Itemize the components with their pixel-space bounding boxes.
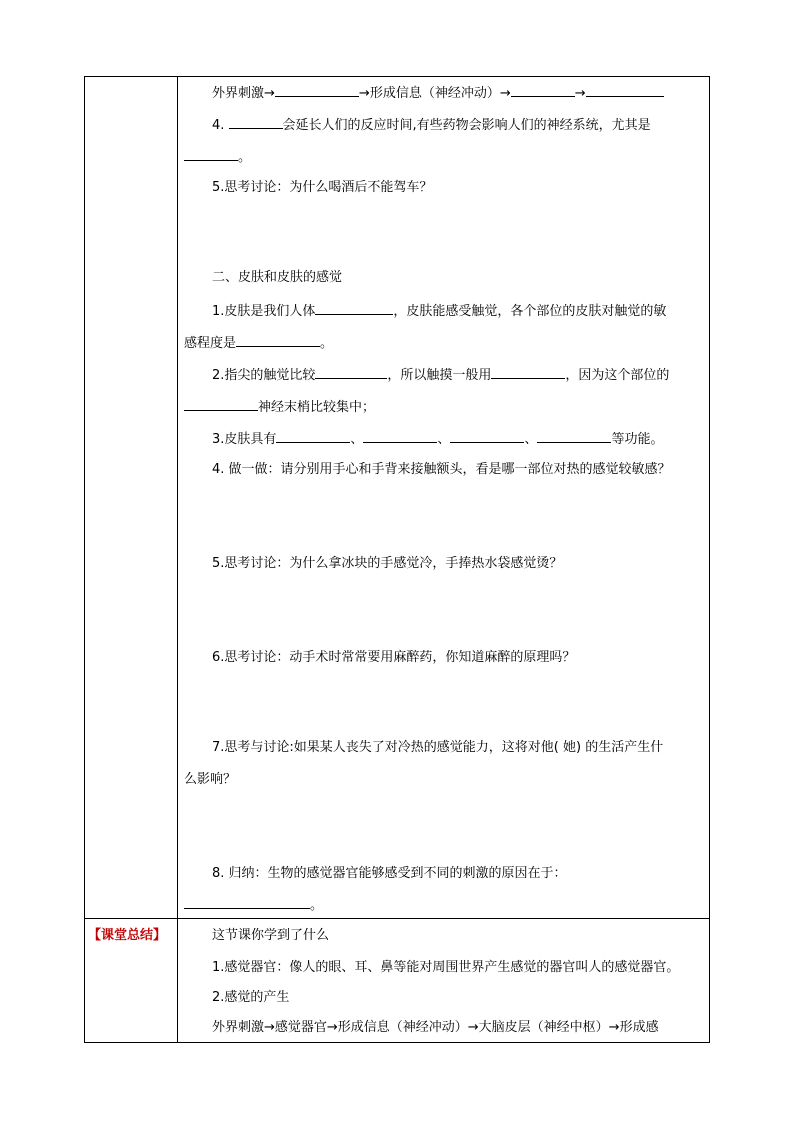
column-divider — [177, 77, 178, 1042]
blank-field[interactable] — [537, 430, 611, 443]
blank-field[interactable] — [315, 302, 393, 315]
blank-field[interactable] — [511, 84, 575, 97]
blank-field[interactable] — [236, 334, 320, 347]
blank-field[interactable] — [276, 430, 350, 443]
blank-field[interactable] — [184, 896, 310, 909]
blank-field[interactable] — [184, 398, 258, 411]
blank-field[interactable] — [315, 366, 387, 379]
skin-q1-line2: 感程度是 。 — [184, 336, 334, 351]
blank-field[interactable] — [450, 430, 524, 443]
summary-point-1: 1.感觉器官：像人的眼、耳、鼻等能对周围世界产生感觉的器官叫人的感觉器官。 — [212, 960, 680, 975]
blank-field[interactable] — [275, 84, 359, 97]
skin-q1-line1: 1.皮肤是我们人体 ，皮肤能感受触觉，各个部位的皮肤对触觉的敏 — [212, 304, 667, 319]
summary-point-2: 2.感觉的产生 — [212, 990, 290, 1005]
blank-field[interactable] — [586, 84, 664, 97]
blank-field[interactable] — [363, 430, 437, 443]
skin-q8-line2: 。 — [184, 896, 323, 914]
skin-q2-line1: 2.指尖的触觉比较 ，所以触摸一般用 ，因为这个部位的 — [212, 368, 670, 383]
skin-q4-try-it: 4. 做一做：请分别用手心和手背来接触额头，看是哪一部位对热的感觉较敏感？ — [212, 462, 671, 477]
blank-field[interactable] — [491, 366, 565, 379]
blank-field[interactable] — [229, 116, 283, 129]
question-4-line2: 。 — [184, 148, 251, 166]
skin-q3: 3.皮肤具有 、 、 、 等功能。 — [212, 432, 664, 447]
summary-point-3: 外界刺激→感觉器官→形成信息（神经冲动）→大脑皮层（神经中枢）→形成感 — [212, 1020, 659, 1035]
skin-q8-line1: 8. 归纳：生物的感觉器官能够感受到不同的刺激的原因在于： — [212, 866, 567, 881]
skin-q5-discussion: 5.思考讨论：为什么拿冰块的手感觉冷，手捧热水袋感觉烫？ — [212, 556, 563, 571]
blank-field[interactable] — [184, 148, 238, 161]
skin-q7-line2: 么影响？ — [184, 772, 237, 787]
question-4-line1: 4. 会延长人们的反应时间,有些药物会影响人们的神经系统，尤其是 — [212, 118, 651, 133]
section-heading-skin: 二、皮肤和皮肤的感觉 — [212, 270, 343, 285]
row-divider — [85, 918, 709, 919]
summary-intro: 这节课你学到了什么 — [212, 928, 330, 943]
question-5-drinking: 5.思考讨论：为什么喝酒后不能驾车？ — [212, 180, 433, 195]
sense-pathway-line: 外界刺激→ →形成信息（神经冲动）→ → — [212, 84, 664, 102]
skin-q6-discussion: 6.思考讨论：动手术时常常要用麻醉药，你知道麻醉的原理吗？ — [212, 650, 576, 665]
class-summary-label: 【课堂总结】 — [88, 928, 167, 943]
skin-q2-line2: 神经末梢比较集中； — [184, 398, 375, 416]
skin-q7-line1: 7.思考与讨论:如果某人丧失了对冷热的感觉能力，这将对他( 她) 的生活产生什 — [212, 740, 664, 755]
